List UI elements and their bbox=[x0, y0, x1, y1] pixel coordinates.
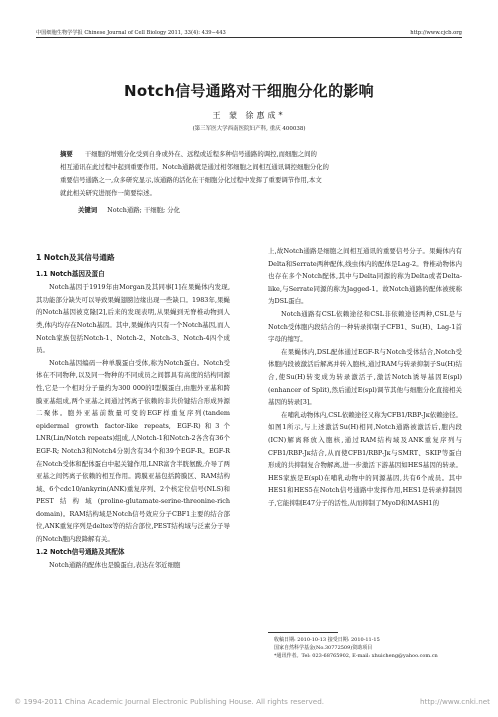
paper-authors: 王 蒙 徐惠成* bbox=[212, 111, 286, 120]
footnote-dates: 收稿日期: 2010-10-13 接受日期: 2010-11-15 bbox=[274, 637, 380, 643]
keywords-text: Notch通路; 干细胞; 分化 bbox=[107, 206, 180, 214]
paragraph: Notch通路有CSL依赖途径和CSL非依赖途径两种,CSL是与Notch受体胞内段结合的一种转录抑制子CFB1、Su(H)、Lag-1首字母的缩写。 bbox=[268, 309, 462, 344]
abstract-line-3: 重要信号通路之一,众多研究显示,该通路的活化在干细胞分化过程中发挥了重要调节作用,本文 bbox=[60, 176, 322, 184]
left-column bbox=[36, 247, 230, 572]
copyright-text: © 1994-2011 China Academic Journal Electronic Publishing House. All rights reserved. bbox=[14, 697, 325, 706]
footnotes bbox=[274, 636, 438, 661]
journal-citation: 中国细胞生物学学报 Chinese Journal of Cell Biology 2011, 33(4): 439−443 bbox=[36, 30, 226, 36]
author-affiliation: (第三军医大学西南医院妇产科, 重庆 400038) bbox=[192, 126, 306, 132]
section-heading-1: 1 Notch及其信号通路 bbox=[36, 253, 115, 262]
paragraph: Notch基因编码一种单膜蛋白受体,称为Notch蛋白。Notch受体在不同物种,以及同一物种的不同成员之间都具有高度的结构同源性,它是一个相对分子量约为300 000的I型膜蛋白,由胞外亚基和跨膜亚基组成,两个亚基之间通过钙离子依赖的非共价键结合形成异源二聚体。胞外亚基前数量可变的EGF样重复序列(tandem epidermal growth factor-like repeats, EGF-R)和3个LNR(Lin/Notch repeats)组成,人Notch-1和Notch-2各含有36个EGF-R; Notch3和Notch4分别含有34个和39个EGF-R。EGF-R在Notch受体和配体蛋白中起关键作用,LNR富含半胱氨酸,介导了两亚基之间钙离子依赖的相互作用。跨膜亚基包括跨膜区、RAM结构域、6个cdc10/ankyrin(ANK)重复序列、2个核定位信号(NLS)和PEST结构域(proline-glutamate-serine-threonine-rich domain)。RAM结构域是Notch信号效应分子CBF1主要的结合部位,ANK重复序列是deltex等的结合部位,PEST结构域与泛素分子导的Notch胞内段降解有关。 bbox=[36, 358, 230, 544]
paragraph: Notch基因于1919年由Morgan及其同事[1]在果蝇体内发现,其功能部分缺失可以导致果蝇翅膀边缘出现一些缺口。1983年,果蝇的Notch基因被克隆[2],后来的发现表明,从果蝇到无脊椎动物到人类,体内均存在Notch基因。其中,果蝇体内只有一个Notch基因,而人Notch家族包括Notch-1、Notch-2、Notch-3、Notch-4四个成员。 bbox=[36, 283, 230, 355]
subsection-heading-1-1: 1.1 Notch基因及蛋白 bbox=[36, 269, 105, 278]
right-column bbox=[268, 245, 462, 509]
paragraph: 在哺乳动物体内,CSL依赖途径又称为CFB1/RBP-Jк依赖途径。如图1所示,与上述激活Su(H)相同,Notch通路被激活后,胞内段(ICN)解离释放入胞核,通过RAM结构域及ANK重复序列与CFB1/RBP-Jк结合,从而使CFB1/RBP-Jк与SMRT、SKIP等蛋白形成的共抑制复合物解离,进一步激活下游基因如HES基因的转录。HES家族是E(spl)在哺乳动物中的同源基因,共有6个成员。其中HES1和HES5在Notch信号通路中发挥作用,HES1是转录抑制因子,它能抑制E47分子的活性,从而抑制了MyoD和MASH1的 bbox=[268, 410, 462, 507]
abstract-block bbox=[60, 148, 438, 200]
paper-title: Notch信号通路对干细胞分化的影响 bbox=[123, 82, 374, 100]
footnote-divider bbox=[268, 632, 338, 633]
abstract-line-2: 相互通讯在此过程中起到重要作用。Notch通路就是通过相邻细胞之间相互通讯调控细胞分化的 bbox=[60, 163, 329, 171]
subsection-heading-1-2: 1.2 Notch信号通路及其配体 bbox=[36, 547, 125, 556]
abstract-line-4: 就此相关研究进展作一简要综述。 bbox=[60, 189, 156, 197]
abstract-label: 摘要 bbox=[60, 150, 73, 158]
header-divider bbox=[36, 37, 462, 38]
paragraph: 上,故Notch通路是细胞之间相互通讯的重要信号分子。果蝇体内有Delta和Serrate两种配体,线虫体内的配体是Lag-2。脊椎动物体内也存在多个Notch配体,其中与Delta同源的称为Delta或者Delta-like,与Serrate同源的称为Jagged-1。故Notch通路的配体被统称为DSL蛋白。 bbox=[268, 247, 462, 306]
keywords-line bbox=[78, 205, 180, 214]
keywords-label: 关键词 bbox=[78, 206, 98, 214]
paragraph: 在果蝇体内,DSL配体通过EGF-R与Notch受体结合,Notch受体胞内段被激活后解离并转入胞核,通过RAM与转录抑制子Su(H)结合,使Su(H)转变成为转录激活子,激活Notch诱导基因E(spl)(enhancer of Split),然后通过E(spl)调节其他与细胞分化直接相关基因的转录[3]。 bbox=[268, 347, 462, 407]
journal-url[interactable]: http://www.cjcb.org bbox=[410, 30, 462, 36]
running-header bbox=[36, 20, 462, 36]
paragraph: Notch通路的配体也是膜蛋白,表达在邻近细胞 bbox=[49, 561, 181, 570]
footnote-corresponding: *通讯作者。Tel: 023-68765902, E-mail: xhuicheng@yahoo.com.cn bbox=[274, 653, 438, 660]
cnki-url[interactable]: http://www.cnki.net bbox=[419, 697, 490, 706]
cnki-watermark bbox=[0, 697, 498, 706]
footnote-funding: 国家自然科学基金(No.30772509)资助项目 bbox=[274, 645, 373, 652]
abstract-line-1: 摘要 干细胞的增殖分化受到自身或外在、远程或近程多种信号通路的调控,而细胞之间的 bbox=[60, 150, 317, 158]
